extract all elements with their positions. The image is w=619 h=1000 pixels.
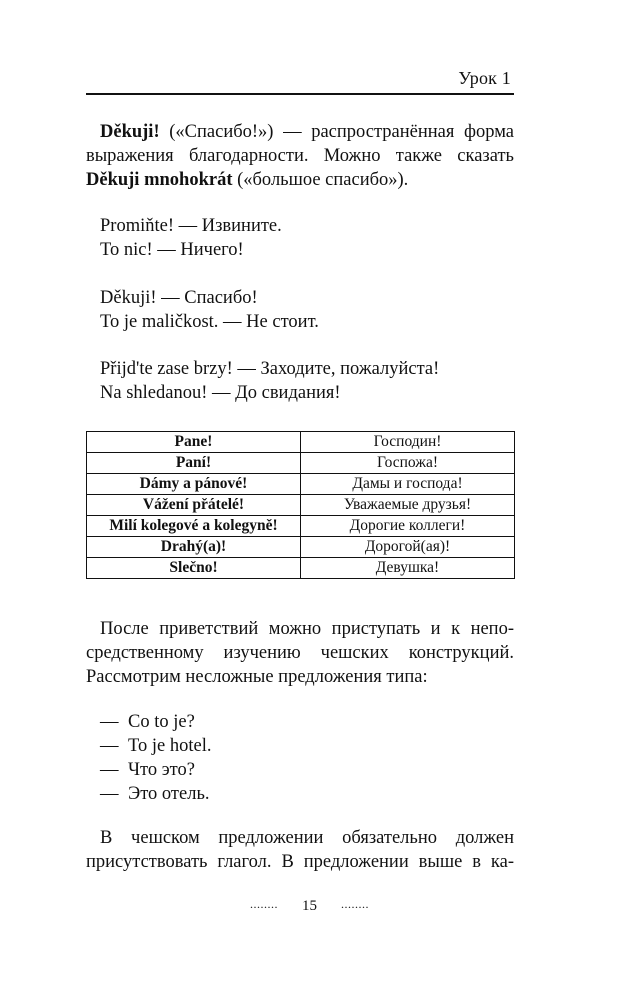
intro-bold-mnohokrat: Děkuji mnohokrát — [86, 170, 233, 190]
dash-mark: — — [100, 712, 119, 732]
table-row — [87, 453, 515, 474]
dash-mark: — — [100, 736, 119, 756]
dialog-line — [100, 710, 195, 734]
czech-cell: Paní! — [87, 453, 301, 474]
example-line: Přijd'te zase brzy! — Заходите, пожалуйста! — [100, 359, 440, 379]
table-row — [87, 495, 515, 516]
header-rule — [86, 93, 514, 95]
russian-cell: Господин! — [301, 432, 515, 453]
body-paragraph — [86, 617, 514, 689]
table-row — [87, 537, 515, 558]
address-forms-table — [86, 431, 515, 579]
russian-cell: Девушка! — [301, 558, 515, 579]
page-footer — [0, 897, 619, 915]
dialog-line — [100, 782, 210, 806]
czech-cell: Slečno! — [87, 558, 301, 579]
dialog-line — [100, 734, 211, 758]
dialog-text: Co to je? — [128, 712, 195, 732]
table-row — [87, 558, 515, 579]
czech-cell: Pane! — [87, 432, 301, 453]
intro-line2: выражения благодарности. Можно также сказать — [86, 146, 514, 166]
czech-cell: Vážení přátelé! — [87, 495, 301, 516]
example-line: To je maličkost. — Не стоит. — [100, 312, 319, 332]
footer-dots-right: ........ — [341, 897, 369, 911]
russian-cell: Уважаемые друзья! — [301, 495, 515, 516]
example-line: Promiňte! — Извините. — [100, 216, 282, 236]
dialog-text: Что это? — [128, 760, 195, 780]
example-line: Na shledanou! — До свидания! — [100, 383, 341, 403]
table-row — [87, 432, 515, 453]
page-header-title: Урок 1 — [458, 68, 511, 88]
czech-cell: Drahý(a)! — [87, 537, 301, 558]
intro-bold-dekuji: Děkuji! — [100, 122, 160, 142]
russian-cell: Госпожа! — [301, 453, 515, 474]
czech-cell: Milí kolegové a kolegyně! — [87, 516, 301, 537]
dialog-text: Это отель. — [128, 784, 210, 804]
russian-cell: Дорогие коллеги! — [301, 516, 515, 537]
intro-paragraph — [86, 120, 514, 192]
example-line: To nic! — Ничего! — [100, 240, 244, 260]
intro-line1-rest: («Спасибо!») — распространённая форма — [159, 122, 514, 142]
dialog-line — [100, 758, 195, 782]
intro-line3-rest: («большое спасибо»). — [232, 170, 409, 190]
para2-line3: Рассмотрим несложные предложения типа: — [86, 667, 428, 687]
example-line: Děkuji! — Спасибо! — [100, 288, 258, 308]
body-paragraph — [86, 826, 514, 874]
dialog-text: To je hotel. — [128, 736, 212, 756]
footer-dots-left: ........ — [250, 897, 278, 911]
para2-line1: После приветствий можно приступать и к непо- — [100, 619, 514, 639]
russian-cell: Дамы и господа! — [301, 474, 515, 495]
russian-cell: Дорогой(ая)! — [301, 537, 515, 558]
dash-mark: — — [100, 784, 119, 804]
czech-cell: Dámy a pánové! — [87, 474, 301, 495]
para2-line2: средственному изучению чешских конструкций. — [86, 643, 514, 663]
para3-line1: В чешском предложении обязательно должен — [100, 828, 514, 848]
page-number: 15 — [302, 898, 317, 914]
table-row — [87, 474, 515, 495]
para3-line2: присутствовать глагол. В предложении выше в ка- — [86, 852, 514, 872]
table-row — [87, 516, 515, 537]
dash-mark: — — [100, 760, 119, 780]
